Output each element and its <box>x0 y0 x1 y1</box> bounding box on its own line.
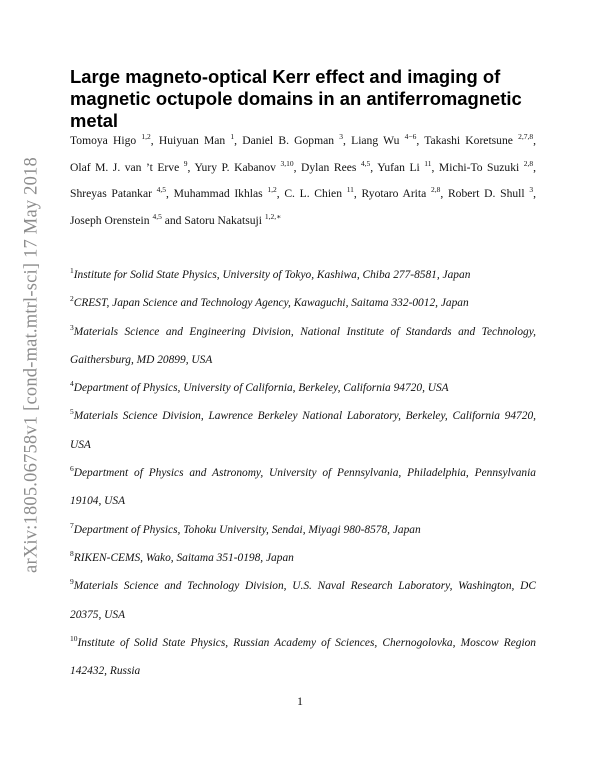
author-affiliation-marker: 1,2 <box>267 185 277 195</box>
author-affiliation-marker: 1,2,∗ <box>264 211 282 221</box>
affiliation <box>70 318 536 375</box>
author-affiliation-marker: 4−6 <box>404 132 417 142</box>
author-affiliation-marker: 4,5 <box>360 158 371 168</box>
author-affiliation-marker: 1 <box>230 132 235 142</box>
affiliation <box>70 289 536 317</box>
author-name: Huiyuan Man <box>158 134 226 147</box>
affiliation-number: 6 <box>70 464 74 474</box>
author <box>351 134 419 147</box>
author-name: Shreyas Patankar <box>70 187 152 201</box>
author-separator: , <box>533 187 536 201</box>
author <box>362 187 444 200</box>
affiliation <box>70 544 536 572</box>
author-name: Ryotaro Arita <box>361 187 427 201</box>
author <box>377 158 435 174</box>
author-affiliation-marker: 4,5 <box>152 211 162 221</box>
affiliation <box>70 459 536 516</box>
author-affiliation-marker: 3 <box>529 185 534 195</box>
author-name: Daniel B. Gopman <box>242 134 335 147</box>
author-name: Muhammad Ikhlas <box>173 187 263 201</box>
affiliation-number: 10 <box>70 634 78 644</box>
author <box>242 134 346 147</box>
affiliation <box>70 516 536 544</box>
author-name: Yury P. Kabanov <box>194 160 276 174</box>
author-separator: and <box>161 213 182 227</box>
author-separator: , <box>533 134 537 147</box>
author-name: Joseph Orenstein <box>70 213 150 227</box>
author-separator: , <box>166 187 169 201</box>
author-name: Olaf M. J. van ’t Erve <box>70 160 180 174</box>
affiliation-text: CREST, Japan Science and Technology Agency, Kawaguchi, Saitama 332-0012, Japan <box>73 297 469 310</box>
author-name: Yufan Li <box>377 160 420 174</box>
affiliation <box>70 629 536 686</box>
author-separator: , <box>234 134 238 147</box>
affiliation-list <box>70 261 536 685</box>
affiliation-text: Materials Science and Engineering Division, National Institute of Standards and Technology, Gaithersburg, MD 20899, USA <box>70 325 536 366</box>
author <box>424 134 536 147</box>
author-name: C. L. Chien <box>284 187 342 201</box>
affiliation-text: Materials Science Division, Lawrence Berkeley National Laboratory, Berkeley, California 94720, USA <box>70 410 536 451</box>
author-name: Michi-To Suzuki <box>438 160 520 174</box>
affiliation-number: 2 <box>70 294 74 304</box>
author <box>284 187 357 200</box>
author-separator: , <box>187 160 191 174</box>
affiliation-number: 8 <box>70 549 74 559</box>
author-name: Dylan Rees <box>301 160 357 174</box>
affiliation-text: Materials Science and Technology Division, U.S. Naval Research Laboratory, Washington, DC 20375, USA <box>70 580 536 621</box>
author-affiliation-marker: 1,2 <box>141 132 151 142</box>
author-separator: , <box>276 187 280 201</box>
affiliation <box>70 572 536 629</box>
author <box>184 211 282 227</box>
affiliation-text: Department of Physics and Astronomy, University of Pennsylvania, Philadelphia, Pennsylvania 19104, USA <box>70 467 536 508</box>
affiliation-text: Institute for Solid State Physics, University of Tokyo, Kashiwa, Chiba 277-8581, Japan <box>73 269 471 281</box>
author-separator: , <box>533 160 537 174</box>
author-affiliation-marker: 4,5 <box>156 185 167 195</box>
affiliation-text: Department of Physics, Tohoku University, Sendai, Miyagi 980-8578, Japan <box>73 523 421 536</box>
author-affiliation-marker: 3,10 <box>280 158 294 168</box>
affiliation-number: 4 <box>70 379 74 389</box>
affiliation-number: 9 <box>70 577 74 587</box>
author-separator: , <box>440 187 444 201</box>
author-separator: , <box>431 160 435 174</box>
author-name: Takashi Koretsune <box>424 134 513 147</box>
author-affiliation-marker: 2,7,8 <box>518 132 534 142</box>
affiliation-number: 7 <box>70 520 74 530</box>
author-name: Robert D. Shull <box>447 187 525 201</box>
author <box>70 134 154 147</box>
author-separator: , <box>416 134 420 147</box>
author-separator: , <box>293 160 297 174</box>
affiliation-number: 5 <box>70 407 74 417</box>
affiliation-number: 1 <box>70 266 74 276</box>
author-affiliation-marker: 11 <box>424 158 432 168</box>
author-affiliation-marker: 11 <box>346 185 354 195</box>
arxiv-identifier: arXiv:1805.06758v1 [cond-mat.mtrl-sci] 17 May 2018 <box>21 157 42 573</box>
author-separator: , <box>353 187 357 201</box>
affiliation <box>70 261 536 289</box>
author <box>448 187 536 200</box>
author <box>70 211 182 227</box>
author <box>70 158 191 174</box>
author-name: Satoru Nakatsuji <box>184 213 262 227</box>
affiliation-text: RIKEN-CEMS, Wako, Saitama 351-0198, Japan <box>73 551 294 564</box>
affiliation-number: 3 <box>70 322 74 332</box>
affiliation <box>70 374 536 402</box>
author-separator: , <box>343 134 346 147</box>
author-separator: , <box>150 134 154 147</box>
author <box>70 187 169 200</box>
author-affiliation-marker: 9 <box>183 158 188 168</box>
author <box>194 158 297 174</box>
author-list <box>70 128 536 234</box>
author-affiliation-marker: 3 <box>339 132 344 142</box>
author <box>301 158 374 174</box>
author-affiliation-marker: 2,8 <box>430 185 441 195</box>
author-affiliation-marker: 2,8 <box>523 158 534 168</box>
affiliation-text: Department of Physics, University of California, Berkeley, California 94720, USA <box>73 382 449 395</box>
author <box>438 158 537 174</box>
page-number: 1 <box>297 694 303 708</box>
author-name: Tomoya Higo <box>70 134 137 147</box>
author <box>159 134 237 147</box>
author-name: Liang Wu <box>351 134 400 147</box>
arxiv-sidebar <box>17 140 47 590</box>
paper-title: Large magneto-optical Kerr effect and imaging of magnetic octupole domains in an antiferromagnetic metal <box>70 66 522 131</box>
author <box>174 187 280 200</box>
affiliation <box>70 402 536 459</box>
affiliation-text: Institute of Solid State Physics, Russian Academy of Sciences, Chernogolovka, Moscow Region 142432, Russia <box>70 636 536 678</box>
author-separator: , <box>370 160 374 174</box>
